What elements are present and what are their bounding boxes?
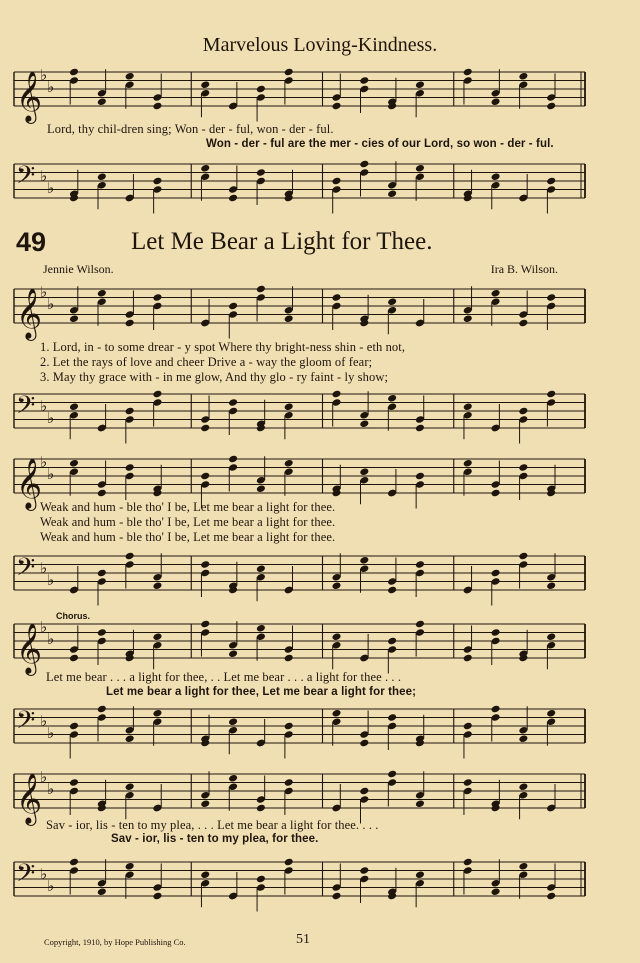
flat-icon: ♭: [47, 409, 55, 427]
notehead: [200, 424, 210, 433]
notehead: [152, 581, 162, 590]
system2-bass-staff: [0, 552, 640, 602]
notehead: [463, 722, 473, 731]
notehead: [387, 713, 397, 722]
chorus-2-lyric-main: Sav - ior, lis - ten to my plea, . . . Let me bear a light for thee. . . .: [46, 818, 379, 832]
notehead: [200, 560, 210, 569]
notehead: [491, 489, 501, 498]
chorus-label: Chorus.: [56, 611, 91, 621]
notehead: [125, 319, 135, 328]
notehead: [331, 581, 341, 590]
chorus2-bass-staff: [0, 858, 640, 908]
notehead: [331, 390, 341, 399]
chorus1-bass-staff: [0, 705, 640, 755]
notehead: [387, 586, 397, 595]
notehead: [518, 319, 528, 328]
notehead: [387, 770, 397, 779]
chorus-1-lyric-alt: Let me bear a light for thee, Let me bear a light for thee;: [106, 686, 417, 698]
notehead: [152, 293, 162, 302]
notehead: [97, 97, 107, 106]
copyright-notice: Copyright, 1910, by Hope Publishing Co.: [44, 937, 186, 947]
verse-2-line-a: 2. Let the rays of love and cheer Drive a - way the gloom of fear;: [40, 355, 373, 369]
notehead: [463, 314, 473, 323]
notehead: [415, 799, 425, 808]
flat-icon: ♭: [47, 465, 55, 483]
notehead: [546, 177, 556, 186]
flat-icon: ♭: [40, 283, 48, 301]
system1-treble-staff: [0, 283, 640, 339]
notehead: [331, 293, 341, 302]
notehead: [256, 804, 266, 813]
notehead: [546, 293, 556, 302]
notehead: [69, 402, 79, 411]
notehead: [463, 459, 473, 468]
notehead: [546, 390, 556, 399]
notehead: [491, 628, 501, 637]
verse-1-line-b: Weak and hum - ble tho' I be, Let me bear a light for thee.: [40, 500, 336, 514]
notehead: [69, 722, 79, 731]
notehead: [200, 472, 210, 481]
bass-clef-icon: 𝄢: [16, 706, 36, 741]
notehead: [415, 472, 425, 481]
notehead: [97, 489, 107, 498]
notehead: [152, 709, 162, 718]
notehead: [125, 463, 135, 472]
notehead: [331, 102, 341, 111]
notehead: [491, 887, 501, 896]
notehead: [463, 858, 473, 867]
notehead: [97, 628, 107, 637]
notehead: [331, 892, 341, 901]
flat-icon: ♭: [40, 618, 48, 636]
top-bass-staff: [0, 160, 640, 210]
notehead: [415, 164, 425, 173]
notehead: [69, 68, 79, 77]
notehead: [359, 866, 369, 875]
notehead: [125, 734, 135, 743]
notehead: [518, 407, 528, 416]
notehead: [228, 455, 238, 464]
flat-icon: ♭: [47, 295, 55, 313]
notehead: [284, 459, 294, 468]
flat-icon: ♭: [40, 66, 48, 84]
flat-icon: ♭: [40, 865, 48, 883]
notehead: [200, 870, 210, 879]
notehead: [125, 407, 135, 416]
notehead: [69, 654, 79, 663]
notehead: [463, 68, 473, 77]
notehead: [546, 632, 556, 641]
notehead: [69, 314, 79, 323]
page-number: 51: [296, 932, 310, 947]
notehead: [331, 709, 341, 718]
flat-icon: ♭: [47, 877, 55, 895]
system1-bass-staff: [0, 390, 640, 440]
notehead: [284, 778, 294, 787]
notehead: [256, 484, 266, 493]
notehead: [518, 72, 528, 81]
notehead: [125, 862, 135, 871]
notehead: [200, 620, 210, 629]
notehead: [97, 705, 107, 714]
notehead: [463, 778, 473, 787]
words-author: Jennie Wilson.: [43, 262, 114, 276]
notehead: [125, 552, 135, 561]
treble-clef-icon: 𝄞: [16, 71, 43, 122]
top-lyric-line-2: Won - der - ful are the mer - cies of our Lord, so won - der - ful.: [206, 138, 554, 150]
notehead: [518, 734, 528, 743]
notehead: [518, 552, 528, 561]
notehead: [228, 398, 238, 407]
verse-3-line-b: Weak and hum - ble tho' I be, Let me bear a light for thee.: [40, 530, 336, 544]
notehead: [256, 168, 266, 177]
chorus2-treble-staff: [0, 768, 640, 824]
notehead: [359, 556, 369, 565]
treble-clef-icon: 𝄞: [16, 458, 43, 509]
notehead: [256, 285, 266, 294]
notehead: [518, 463, 528, 472]
notehead: [331, 632, 341, 641]
notehead: [284, 314, 294, 323]
notehead: [97, 887, 107, 896]
notehead: [546, 709, 556, 718]
flat-icon: ♭: [47, 571, 55, 589]
notehead: [228, 774, 238, 783]
verse-1-line-a: 1. Lord, in - to some drear - y spot Where thy bright-ness shin - eth not,: [40, 340, 406, 354]
flat-icon: ♭: [47, 179, 55, 197]
notehead: [518, 862, 528, 871]
hymn-title: Let Me Bear a Light for Thee.: [131, 228, 433, 255]
notehead: [228, 717, 238, 726]
notehead: [152, 177, 162, 186]
notehead: [97, 289, 107, 298]
notehead: [284, 858, 294, 867]
notehead: [387, 394, 397, 403]
notehead: [463, 402, 473, 411]
flat-icon: ♭: [47, 630, 55, 648]
bass-clef-icon: 𝄢: [16, 161, 36, 196]
notehead: [415, 80, 425, 89]
notehead: [228, 649, 238, 658]
flat-icon: ♭: [47, 780, 55, 798]
music-composer: Ira B. Wilson.: [490, 262, 558, 276]
notehead: [200, 80, 210, 89]
notehead: [284, 654, 294, 663]
notehead: [387, 189, 397, 198]
hymn-number: 49: [16, 227, 47, 257]
flat-icon: ♭: [47, 724, 55, 742]
notehead: [463, 654, 473, 663]
notehead: [256, 85, 266, 94]
notehead: [200, 164, 210, 173]
flat-icon: ♭: [40, 712, 48, 730]
notehead: [491, 705, 501, 714]
chorus-2-lyric-alt: Sav - ior, lis - ten to my plea, for thee.: [111, 833, 319, 845]
flat-icon: ♭: [40, 453, 48, 471]
notehead: [284, 402, 294, 411]
chorus-1-lyric-main: Let me bear . . . a light for thee, . . Let me bear . . . a light for thee . . .: [46, 670, 402, 684]
flat-icon: ♭: [40, 559, 48, 577]
notehead: [359, 467, 369, 476]
treble-clef-icon: 𝄞: [16, 623, 43, 674]
notehead: [125, 782, 135, 791]
notehead: [152, 632, 162, 641]
notehead: [256, 875, 266, 884]
notehead: [518, 782, 528, 791]
notehead: [359, 419, 369, 428]
notehead: [152, 390, 162, 399]
notehead: [256, 564, 266, 573]
notehead: [359, 739, 369, 748]
chorus1-treble-staff: [0, 618, 640, 674]
notehead: [415, 560, 425, 569]
notehead: [152, 102, 162, 111]
notehead: [69, 778, 79, 787]
flat-icon: ♭: [40, 768, 48, 786]
notehead: [256, 624, 266, 633]
notehead: [491, 289, 501, 298]
treble-clef-icon: 𝄞: [16, 288, 43, 339]
notehead: [97, 172, 107, 181]
notehead: [284, 722, 294, 731]
notehead: [359, 160, 369, 169]
notehead: [228, 194, 238, 203]
notehead: [387, 637, 397, 646]
flat-icon: ♭: [47, 78, 55, 96]
notehead: [387, 297, 397, 306]
bass-clef-icon: 𝄢: [16, 391, 36, 426]
notehead: [546, 581, 556, 590]
top-hymn-title: Marvelous Loving-Kindness.: [202, 34, 438, 56]
notehead: [415, 620, 425, 629]
verse-2-line-b: Weak and hum - ble tho' I be, Let me bear a light for thee.: [40, 515, 336, 529]
notehead: [491, 569, 501, 578]
top-treble-staff: [0, 66, 640, 122]
treble-clef-icon: 𝄞: [16, 773, 43, 824]
notehead: [228, 302, 238, 311]
notehead: [69, 858, 79, 867]
notehead: [359, 76, 369, 85]
notehead: [331, 177, 341, 186]
notehead: [97, 569, 107, 578]
flat-icon: ♭: [40, 167, 48, 185]
notehead: [200, 799, 210, 808]
notehead: [491, 172, 501, 181]
verse-3-line-a: 3. May thy grace with - in me glow, And thy glo - ry faint - ly show;: [40, 370, 389, 384]
notehead: [415, 870, 425, 879]
notehead: [546, 102, 556, 111]
notehead: [546, 892, 556, 901]
notehead: [359, 787, 369, 796]
notehead: [69, 459, 79, 468]
notehead: [491, 97, 501, 106]
notehead: [415, 424, 425, 433]
bass-clef-icon: 𝄢: [16, 859, 36, 894]
bass-clef-icon: 𝄢: [16, 553, 36, 588]
top-lyric-line-1: Lord, thy chil-dren sing; Won - der - ful, won - der - ful.: [47, 122, 334, 136]
flat-icon: ♭: [40, 397, 48, 415]
notehead: [125, 72, 135, 81]
notehead: [152, 892, 162, 901]
notehead: [284, 68, 294, 77]
